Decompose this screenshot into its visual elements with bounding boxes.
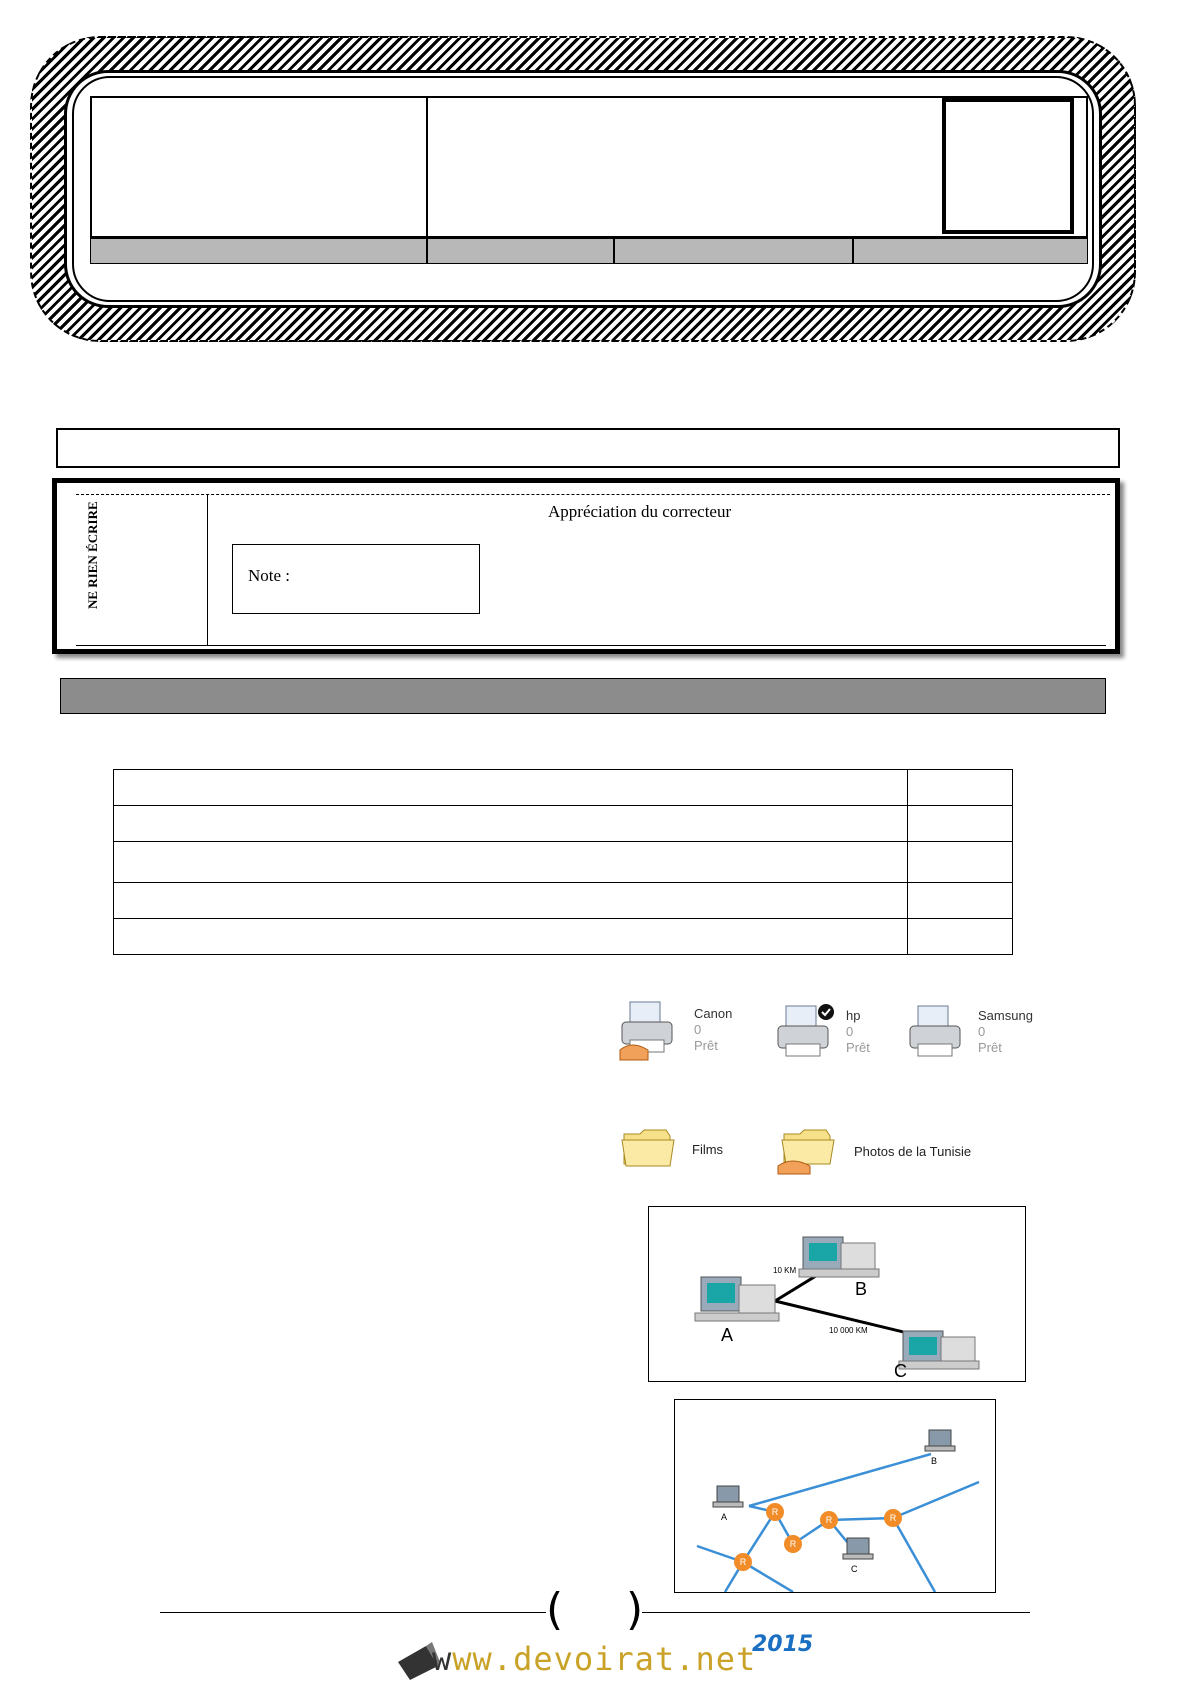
printer-default-icon [774,1002,838,1066]
host-label-a: A [721,1512,728,1522]
distance-diagram-svg [649,1207,1025,1381]
routed-network-diagram [674,1399,996,1593]
correction-bottom-line [76,645,1106,646]
correction-divider [207,494,208,646]
folder-shared-icon [776,1128,840,1176]
table-row [114,770,1013,806]
folder-label: Photos de la Tunisie [854,1144,972,1159]
node-label-c: C [894,1361,907,1381]
host-c-icon [843,1538,873,1559]
network-links [697,1454,979,1592]
printer-canon [618,1000,682,1069]
router-label: R [789,1539,797,1549]
host-label-b: B [931,1456,938,1466]
computer-b-icon [799,1237,879,1277]
distance-label-ac: 10 000 KM [829,1326,868,1335]
section-band [60,678,1106,714]
printer-samsung-info [978,1008,1033,1056]
site-year: 2015 [752,1632,814,1657]
site-url-prefix: w [432,1640,453,1678]
strip-divider [613,239,615,263]
node-label-b: B [855,1279,868,1299]
folder-films [620,1126,680,1175]
page-bracket-left: ( [546,1584,564,1635]
router-label: R [739,1557,747,1567]
computer-c-icon [899,1331,979,1369]
folder-photos [776,1128,840,1181]
distance-label-ab: 10 KM [773,1266,797,1275]
printer-count: 0 [694,1022,702,1037]
node-label-a: A [721,1325,734,1345]
note-label: Note : [248,566,291,585]
cut-line [76,494,1110,495]
printer-status: Prêt [846,1040,870,1055]
host-a-icon [713,1486,743,1507]
site-url-text: ww.devoirat.net [452,1640,757,1678]
host-label-c: C [851,1564,858,1574]
table-row [114,883,1013,919]
printer-count: 0 [846,1024,854,1039]
printer-name: Canon [694,1006,733,1021]
header-info-strip [91,239,1087,263]
printer-canon-info [694,1006,732,1054]
printer-name: hp [846,1008,861,1023]
table-row [114,842,1013,883]
header-score-box [942,98,1074,234]
router-label: R [889,1513,897,1523]
folder-icon [620,1126,680,1170]
page-bracket-right: ) [626,1584,644,1635]
printer-hp [774,1002,838,1071]
table-row [114,806,1013,842]
router-label: R [771,1507,779,1517]
folder-label: Films [692,1142,724,1157]
computer-a-icon [695,1277,779,1321]
printer-shared-icon [618,1000,682,1064]
strip-divider [426,239,428,263]
distance-diagram [648,1206,1026,1382]
printer-name: Samsung [978,1008,1033,1023]
router-label: R [825,1515,833,1525]
printer-icon [906,1002,970,1066]
site-url[interactable] [432,1640,756,1678]
host-b-icon [925,1430,955,1451]
printer-count: 0 [978,1024,986,1039]
printer-status: Prêt [694,1038,718,1053]
routed-network-svg [675,1400,995,1592]
table-row [114,919,1013,955]
do-not-write-label: NE RIEN ÉCRIRE [85,501,100,609]
student-name-box [56,428,1120,468]
strip-divider [852,239,854,263]
printer-samsung [906,1002,970,1071]
printer-hp-info [846,1008,870,1056]
corrector-appreciation-label: Appréciation du correcteur [548,502,732,521]
answer-table [113,769,1013,955]
printer-status: Prêt [978,1040,1002,1055]
